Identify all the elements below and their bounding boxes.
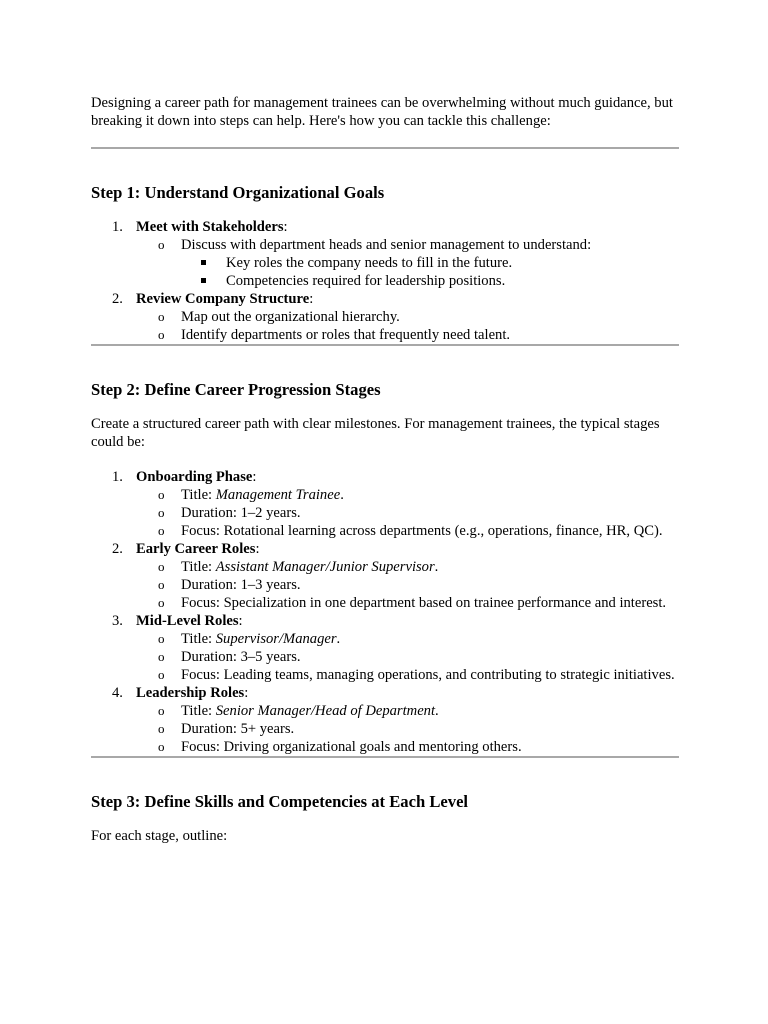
sub-list-item bbox=[136, 326, 679, 344]
title-prefix: Title: bbox=[181, 559, 216, 575]
colon: : bbox=[255, 541, 260, 557]
duration-text: Duration: 1–2 years. bbox=[181, 505, 301, 521]
item-label: Onboarding Phase bbox=[136, 469, 253, 485]
bullet-o-icon: o bbox=[158, 309, 165, 324]
sub-list bbox=[136, 308, 679, 344]
step-2-paragraph: Create a structured career path with clear milestones. For management trainees, the typical stages could be: bbox=[91, 416, 660, 450]
sub-list bbox=[136, 486, 679, 540]
intro-paragraph: Designing a career path for management trainees can be overwhelming without much guidance, but breaking it down into steps can help. Here's how you can tackle this challenge: bbox=[91, 95, 673, 129]
list-number: 4. bbox=[112, 685, 123, 701]
sub-list-item bbox=[136, 648, 679, 666]
sub-list-item bbox=[136, 576, 679, 594]
colon: : bbox=[238, 613, 243, 629]
sub-list bbox=[136, 558, 679, 612]
sub-list-item bbox=[136, 702, 679, 720]
title-value: Senior Manager/Head of Department bbox=[215, 703, 436, 719]
list-item bbox=[91, 468, 679, 540]
sub-list-item bbox=[136, 522, 679, 540]
sub-list-item bbox=[136, 666, 679, 684]
title-prefix: Title: bbox=[181, 631, 216, 647]
focus-text: Focus: Driving organizational goals and mentoring others. bbox=[181, 739, 522, 755]
bullet-o-icon: o bbox=[158, 237, 165, 252]
step-1-section bbox=[91, 182, 679, 344]
bullet-o-icon: o bbox=[158, 739, 165, 754]
step-2-section bbox=[91, 379, 679, 756]
bullet-o-icon: o bbox=[158, 649, 165, 664]
bullet-o-icon: o bbox=[158, 505, 165, 520]
item-label: Leadership Roles bbox=[136, 685, 245, 701]
period: . bbox=[435, 703, 439, 719]
sub-list-item bbox=[136, 720, 679, 738]
duration-text: Duration: 3–5 years. bbox=[181, 649, 301, 665]
sub-list-item bbox=[136, 504, 679, 522]
sub-item-text: Discuss with department heads and senior management to understand: bbox=[181, 237, 592, 253]
list-number: 1. bbox=[112, 219, 123, 235]
title-prefix: Title: bbox=[181, 487, 216, 503]
bullet-o-icon: o bbox=[158, 577, 165, 592]
colon: : bbox=[309, 291, 314, 307]
period: . bbox=[434, 559, 439, 575]
sub-list-item bbox=[136, 236, 679, 290]
bullet-o-icon: o bbox=[158, 721, 165, 736]
list-item bbox=[91, 540, 679, 612]
list-item bbox=[91, 290, 679, 344]
title-value: Management Trainee bbox=[215, 487, 341, 503]
list-number: 2. bbox=[112, 541, 123, 557]
period: . bbox=[340, 487, 344, 503]
sub-item-text: Map out the organizational hierarchy. bbox=[181, 309, 400, 325]
sub-sub-list bbox=[181, 254, 679, 290]
colon: : bbox=[283, 219, 288, 235]
bullet-o-icon: o bbox=[158, 487, 165, 502]
duration-text: Duration: 5+ years. bbox=[181, 721, 295, 737]
sub-list bbox=[136, 236, 679, 290]
title-prefix: Title: bbox=[181, 703, 216, 719]
focus-text: Focus: Rotational learning across departments (e.g., operations, finance, HR, QC). bbox=[181, 523, 663, 539]
bullet-square-icon bbox=[201, 278, 206, 283]
sub-sub-list-item bbox=[181, 254, 679, 272]
sub-list-item bbox=[136, 738, 679, 756]
focus-text: Focus: Leading teams, managing operations, and contributing to strategic initiatives. bbox=[181, 667, 675, 683]
sub-list-item bbox=[136, 558, 679, 576]
title-value: Assistant Manager/Junior Supervisor bbox=[215, 559, 435, 575]
colon: : bbox=[244, 685, 249, 701]
sub-list-item bbox=[136, 486, 679, 504]
sub-list bbox=[136, 702, 679, 756]
list-item bbox=[91, 684, 679, 756]
item-label: Meet with Stakeholders bbox=[136, 219, 284, 235]
list-item bbox=[91, 612, 679, 684]
item-label: Review Company Structure bbox=[136, 291, 310, 307]
divider bbox=[91, 147, 679, 149]
step-2-heading: Step 2: Define Career Progression Stages bbox=[91, 380, 381, 399]
item-label: Mid-Level Roles bbox=[136, 613, 239, 629]
sub-sub-list-item bbox=[181, 272, 679, 290]
sub-list-item bbox=[136, 594, 679, 612]
sub-list-item bbox=[136, 630, 679, 648]
step-1-heading: Step 1: Understand Organizational Goals bbox=[91, 183, 385, 202]
bullet-o-icon: o bbox=[158, 703, 165, 718]
step-2-list bbox=[91, 468, 679, 756]
step-3-section bbox=[91, 791, 679, 845]
list-item bbox=[91, 218, 679, 290]
list-number: 3. bbox=[112, 613, 123, 629]
bullet-o-icon: o bbox=[158, 559, 165, 574]
bullet-o-icon: o bbox=[158, 327, 165, 342]
step-3-paragraph: For each stage, outline: bbox=[91, 828, 228, 844]
sub-sub-item-text: Competencies required for leadership positions. bbox=[226, 273, 506, 289]
sub-list bbox=[136, 630, 679, 684]
bullet-o-icon: o bbox=[158, 667, 165, 682]
step-3-heading: Step 3: Define Skills and Competencies at Each Level bbox=[91, 792, 469, 811]
focus-text: Focus: Specialization in one department based on trainee performance and interest. bbox=[181, 595, 667, 611]
bullet-o-icon: o bbox=[158, 631, 165, 646]
bullet-o-icon: o bbox=[158, 595, 165, 610]
bullet-square-icon bbox=[201, 260, 206, 265]
divider bbox=[91, 756, 679, 758]
title-value: Supervisor/Manager bbox=[215, 631, 337, 647]
bullet-o-icon: o bbox=[158, 523, 165, 538]
document-content bbox=[91, 94, 679, 845]
sub-sub-item-text: Key roles the company needs to fill in the future. bbox=[226, 255, 513, 271]
colon: : bbox=[252, 469, 257, 485]
list-number: 2. bbox=[112, 291, 123, 307]
divider bbox=[91, 344, 679, 346]
sub-item-text: Identify departments or roles that frequently need talent. bbox=[181, 327, 511, 343]
list-number: 1. bbox=[112, 469, 123, 485]
sub-list-item bbox=[136, 308, 679, 326]
item-label: Early Career Roles bbox=[136, 541, 256, 557]
duration-text: Duration: 1–3 years. bbox=[181, 577, 301, 593]
step-1-list bbox=[91, 218, 679, 344]
period: . bbox=[336, 631, 341, 647]
